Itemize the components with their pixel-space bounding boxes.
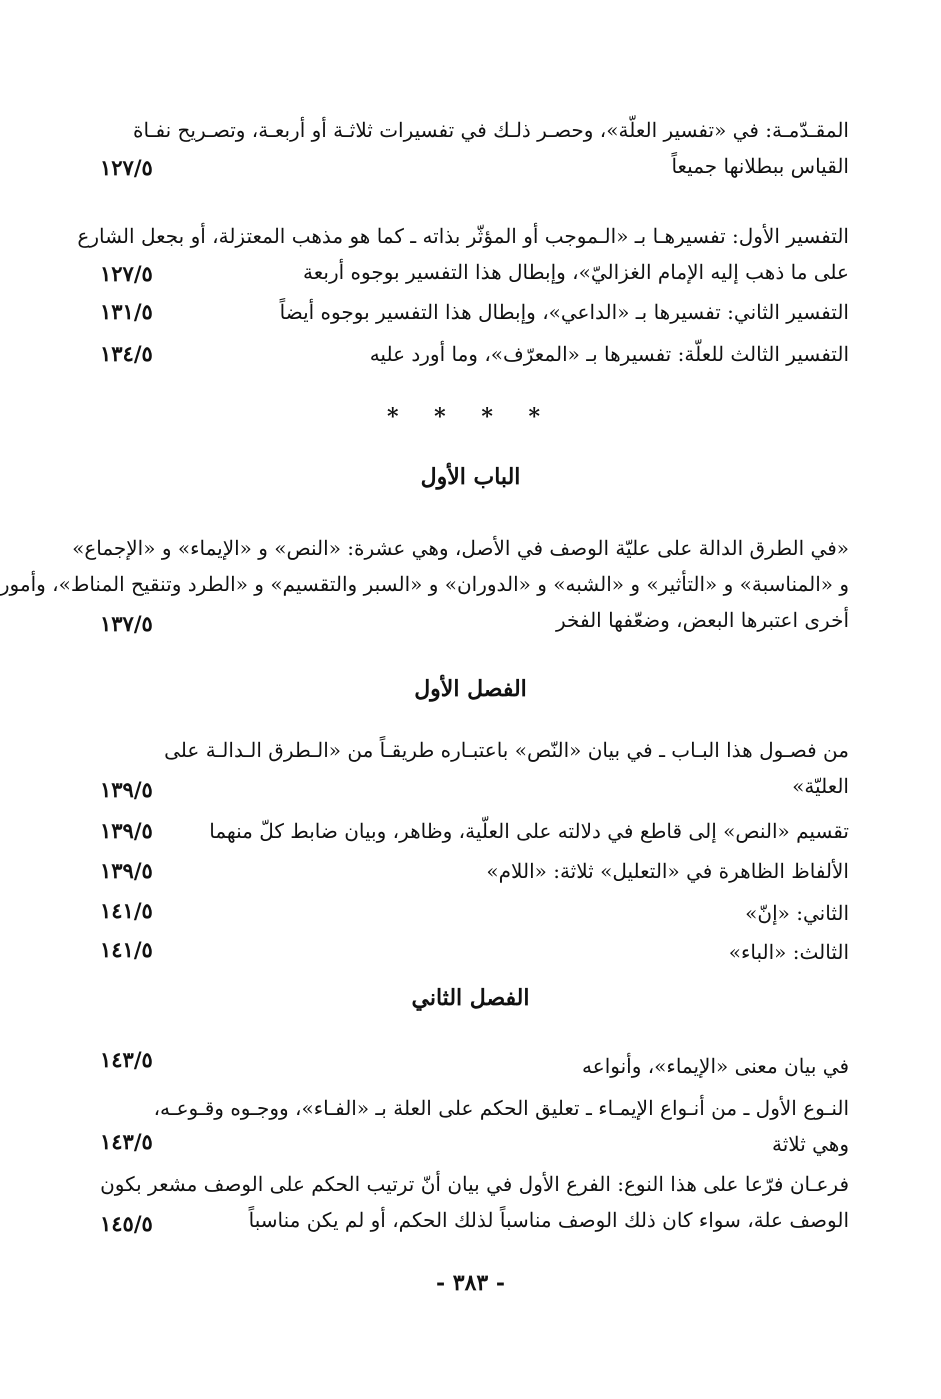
entry-line: فرعـان فرّعا على هذا النوع: الفرع الأول في بيان أنّ ترتيب الحكم على الوصف مشعر بكون — [100, 1172, 849, 1196]
toc-entry — [94, 813, 849, 849]
entry-line: «في الطرق الدالة على عليّة الوصف في الأصل، وهي عشرة: «النص» و «الإيماء» و «الإجماع» — [72, 536, 849, 560]
entry-line: التفسير الثاني: تفسيرها بـ «الداعي»، وإبطال هذا التفسير بوجوه أيضاً — [279, 300, 849, 324]
section-heading: الفصل الثاني — [411, 985, 530, 1011]
entry-line: القياس ببطلانها جميعاً — [671, 154, 849, 178]
page-reference: ١٣٩/٥ — [100, 818, 153, 843]
page-reference: ١٤٣/٥ — [100, 1129, 153, 1154]
entry-line: العليّة» — [792, 774, 849, 798]
toc-entry — [0, 530, 849, 638]
page-reference: ١٢٧/٥ — [100, 155, 153, 180]
toc-entry — [94, 1048, 849, 1084]
entry-line: و «المناسبة» و «التأثير» و «الشبه» و «الدوران» و «السبر والتقسيم» و «الطرد وتنقيح المناط»، وأمور — [0, 572, 849, 596]
toc-entry — [94, 853, 849, 889]
entry-line: التفسير الأول: تفسيرهـا بـ «الـموجب أو المؤثّر بذاته ـ كما هو مذهب المعتزلة، أو بجعل الشارع — [77, 224, 849, 248]
page-number: - ٣٨٣ - — [435, 1270, 506, 1296]
toc-entry — [94, 336, 849, 372]
entry-line: في بيان معنى «الإيماء»، وأنواعه — [582, 1054, 849, 1078]
chapter-heading: الباب الأول — [420, 464, 521, 490]
section-separator: * * * * — [387, 404, 554, 430]
page-reference: ١٣١/٥ — [100, 299, 153, 324]
entry-line: الألفاظ الظاهرة في «التعليل» ثلاثة: «اللام» — [486, 859, 849, 883]
entry-line: الثالث: «الباء» — [728, 940, 849, 964]
toc-entry — [94, 294, 849, 330]
toc-entry — [94, 1166, 849, 1238]
page-reference: ١٣٩/٥ — [100, 858, 153, 883]
page-reference: ١٣٩/٥ — [100, 777, 153, 802]
toc-entry — [94, 1090, 849, 1162]
page-reference: ١٢٧/٥ — [100, 261, 153, 286]
entry-line: من فصـول هذا البـاب ـ في بيان «النّص» باعتبـاره طريقـاً من «الـطرق الـدالـة على — [164, 738, 849, 762]
entry-line: وهي ثلاثة — [771, 1132, 849, 1156]
toc-entry — [94, 934, 849, 970]
toc-entry — [94, 732, 849, 804]
page-reference: ١٣٤/٥ — [100, 341, 153, 366]
entry-line: أخرى اعتبرها البعض، وضعّفها الفخر — [556, 608, 849, 632]
page-reference: ١٤٣/٥ — [100, 1047, 153, 1072]
page-reference: ١٤٥/٥ — [100, 1211, 153, 1236]
entry-line: الثاني: «إنّ» — [745, 901, 849, 925]
toc-entry — [94, 895, 849, 931]
entry-line: تقسيم «النص» إلى قاطع في دلالته على العلّية، وظاهر، وبيان ضابط كلّ منهما — [209, 819, 849, 843]
page-reference: ١٤١/٥ — [100, 937, 153, 962]
entry-line: النـوع الأول ـ من أنـواع الإيمـاء ـ تعليق الحكم على العلة بـ «الفـاء»، ووجـوه وقـوعـه، — [153, 1096, 849, 1120]
section-heading: الفصل الأول — [414, 676, 527, 702]
page-reference: ١٣٧/٥ — [100, 611, 153, 636]
entry-line: الوصف علة، سواء كان ذلك الوصف مناسباً لذلك الحكم، أو لم يكن مناسباً — [248, 1208, 849, 1232]
entry-line: التفسير الثالث للعلّة: تفسيرها بـ «المعرّف»، وما أورد عليه — [369, 342, 849, 366]
entry-line: المقـدّمـة: في «تفسير العلّة»، وحصـر ذلـك في تفسيرات ثلاثـة أو أربعـة، وتصـريح نفـاة — [133, 118, 849, 142]
toc-entry — [77, 218, 849, 290]
toc-entry — [94, 112, 849, 184]
page-reference: ١٤١/٥ — [100, 898, 153, 923]
entry-line: على ما ذهب إليه الإمام الغزاليّ»، وإبطال هذا التفسير بوجوه أربعة — [303, 260, 849, 284]
